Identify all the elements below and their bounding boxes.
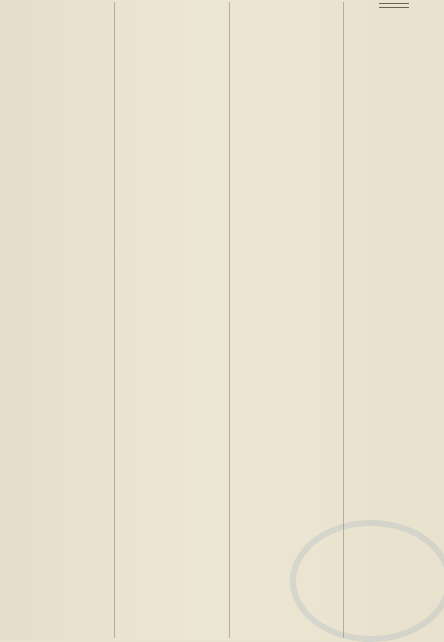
notices-column <box>346 0 442 640</box>
inventory-column-2 <box>118 0 228 640</box>
divider <box>379 3 409 4</box>
column-rule <box>114 2 115 638</box>
inventory-column-3 <box>232 0 342 640</box>
column-rule <box>229 2 230 638</box>
divider <box>379 7 409 8</box>
column-rule <box>343 2 344 638</box>
inventory-column-1 <box>4 0 112 640</box>
